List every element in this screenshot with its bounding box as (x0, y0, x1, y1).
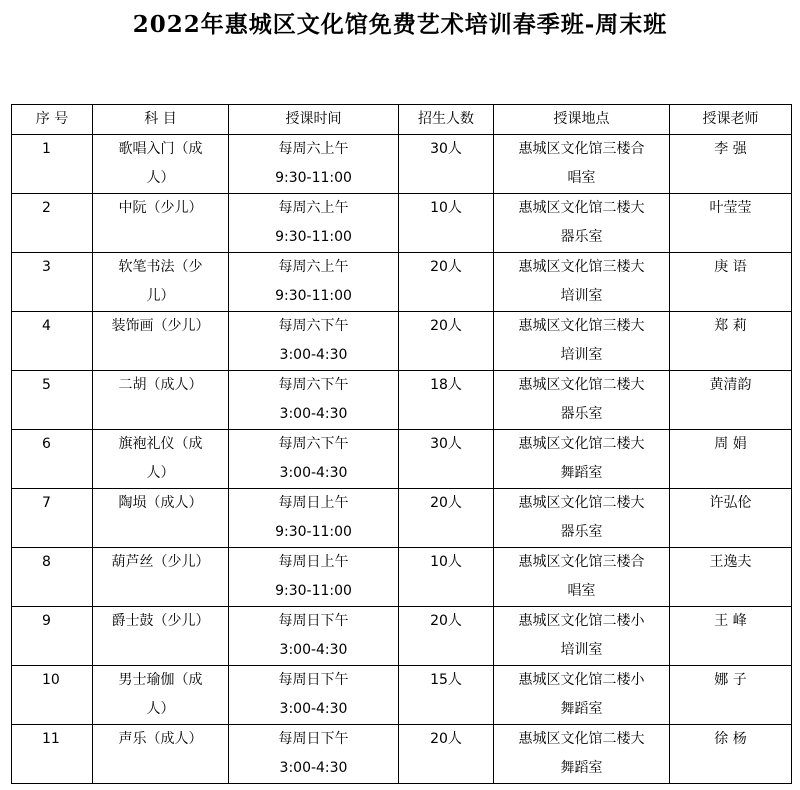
cell-subject (93, 666, 229, 725)
cell-time (229, 430, 399, 489)
column-header-no: 序 号 (12, 105, 93, 135)
cell-place-line: 培训室 (560, 642, 603, 658)
cell-no: 7 (12, 489, 93, 548)
cell-time-line: 每周六下午 (278, 318, 349, 334)
cell-place (494, 607, 670, 666)
cell-time-line: 每周日上午 (278, 554, 349, 570)
column-header-subject: 科 目 (93, 105, 229, 135)
cell-teacher: 叶莹莹 (670, 194, 792, 253)
cell-time-line: 9:30-11:00 (275, 524, 352, 540)
cell-no: 8 (12, 548, 93, 607)
table-row (12, 489, 792, 548)
cell-subject (93, 548, 229, 607)
table-row (12, 312, 792, 371)
table-row (12, 371, 792, 430)
cell-subject (93, 135, 229, 194)
cell-place-line: 舞蹈室 (560, 760, 603, 776)
cell-place-line: 惠城区文化馆二楼大 (518, 495, 645, 511)
table-header-row (12, 105, 792, 135)
cell-no: 9 (12, 607, 93, 666)
cell-subject-line: 歌唱入门（成 (118, 141, 203, 157)
cell-place-line: 惠城区文化馆三楼合 (518, 554, 645, 570)
cell-place (494, 135, 670, 194)
cell-place (494, 430, 670, 489)
cell-count: 30人 (399, 430, 494, 489)
cell-subject (93, 725, 229, 784)
cell-teacher: 黄清韵 (670, 371, 792, 430)
cell-teacher: 娜 子 (670, 666, 792, 725)
cell-no: 11 (12, 725, 93, 784)
cell-time (229, 253, 399, 312)
cell-time-line: 3:00-4:30 (279, 465, 348, 481)
cell-place-line: 器乐室 (560, 229, 603, 245)
cell-teacher: 王 峰 (670, 607, 792, 666)
cell-time-line: 9:30-11:00 (275, 583, 352, 599)
cell-subject-line: 二胡（成人） (118, 377, 203, 393)
cell-place-line: 惠城区文化馆三楼大 (518, 259, 645, 275)
cell-time-line: 9:30-11:00 (275, 229, 352, 245)
cell-subject-line: 人） (146, 701, 175, 717)
cell-place (494, 489, 670, 548)
cell-subject (93, 607, 229, 666)
table-row (12, 194, 792, 253)
cell-place-line: 舞蹈室 (560, 701, 603, 717)
cell-subject-line: 爵士鼓（少儿） (111, 613, 210, 629)
table-row (12, 135, 792, 194)
cell-subject (93, 312, 229, 371)
cell-time (229, 371, 399, 430)
cell-time (229, 135, 399, 194)
cell-place (494, 371, 670, 430)
cell-teacher: 徐 杨 (670, 725, 792, 784)
cell-count: 20人 (399, 725, 494, 784)
cell-place-line: 惠城区文化馆二楼小 (518, 613, 645, 629)
cell-time (229, 666, 399, 725)
cell-count: 20人 (399, 312, 494, 371)
cell-time-line: 每周日下午 (278, 672, 349, 688)
cell-place-line: 惠城区文化馆二楼大 (518, 436, 645, 452)
cell-teacher: 许弘伦 (670, 489, 792, 548)
cell-teacher: 李 强 (670, 135, 792, 194)
cell-place-line: 器乐室 (560, 406, 603, 422)
cell-place-line: 惠城区文化馆二楼小 (518, 672, 645, 688)
cell-subject-line: 男士瑜伽（成 (118, 672, 203, 688)
cell-place (494, 253, 670, 312)
cell-count: 20人 (399, 607, 494, 666)
cell-place-line: 培训室 (560, 347, 603, 363)
column-header-place: 授课地点 (494, 105, 670, 135)
cell-subject (93, 489, 229, 548)
cell-no: 5 (12, 371, 93, 430)
cell-time-line: 9:30-11:00 (275, 288, 352, 304)
cell-no: 2 (12, 194, 93, 253)
cell-place-line: 唱室 (567, 170, 596, 186)
cell-place-line: 器乐室 (560, 524, 603, 540)
cell-teacher: 庚 语 (670, 253, 792, 312)
cell-count: 20人 (399, 489, 494, 548)
page-title: 2022年惠城区文化馆免费艺术培训春季班-周末班 (132, 11, 668, 38)
cell-time (229, 725, 399, 784)
cell-time-line: 每周六下午 (278, 377, 349, 393)
cell-subject-line: 人） (146, 465, 175, 481)
table-row (12, 666, 792, 725)
cell-time-line: 每周日下午 (278, 613, 349, 629)
cell-no: 1 (12, 135, 93, 194)
cell-time (229, 489, 399, 548)
column-header-teacher: 授课老师 (670, 105, 792, 135)
cell-place-line: 唱室 (567, 583, 596, 599)
cell-subject-line: 葫芦丝（少儿） (111, 554, 210, 570)
cell-place (494, 312, 670, 371)
cell-time-line: 每周六上午 (278, 259, 349, 275)
cell-time (229, 312, 399, 371)
cell-place-line: 惠城区文化馆三楼大 (518, 318, 645, 334)
cell-no: 4 (12, 312, 93, 371)
cell-subject-line: 陶埙（成人） (118, 495, 203, 511)
cell-count: 20人 (399, 253, 494, 312)
cell-place-line: 惠城区文化馆三楼合 (518, 141, 645, 157)
cell-place-line: 舞蹈室 (560, 465, 603, 481)
table-row (12, 725, 792, 784)
cell-time-line: 每周六上午 (278, 200, 349, 216)
cell-time-line: 3:00-4:30 (279, 347, 348, 363)
cell-place-line: 培训室 (560, 288, 603, 304)
cell-no: 3 (12, 253, 93, 312)
table-row (12, 430, 792, 489)
cell-count: 18人 (399, 371, 494, 430)
cell-subject-line: 声乐（成人） (118, 731, 203, 747)
column-header-time: 授课时间 (229, 105, 399, 135)
cell-time-line: 3:00-4:30 (279, 642, 348, 658)
cell-teacher: 周 娟 (670, 430, 792, 489)
cell-subject-line: 中阮（少儿） (118, 200, 203, 216)
cell-subject-line: 人） (146, 170, 175, 186)
cell-no: 6 (12, 430, 93, 489)
cell-subject (93, 430, 229, 489)
cell-no: 10 (12, 666, 93, 725)
cell-subject (93, 194, 229, 253)
cell-place-line: 惠城区文化馆二楼大 (518, 377, 645, 393)
cell-place-line: 惠城区文化馆二楼大 (518, 200, 645, 216)
cell-subject-line: 软笔书法（少 (118, 259, 203, 275)
cell-time-line: 9:30-11:00 (275, 170, 352, 186)
cell-time-line: 每周六上午 (278, 141, 349, 157)
cell-time-line: 每周六下午 (278, 436, 349, 452)
column-header-count: 招生人数 (399, 105, 494, 135)
course-table (11, 104, 792, 784)
cell-time (229, 194, 399, 253)
cell-subject (93, 371, 229, 430)
cell-subject-line: 旗袍礼仪（成 (118, 436, 203, 452)
cell-time-line: 3:00-4:30 (279, 406, 348, 422)
cell-teacher: 王逸夫 (670, 548, 792, 607)
cell-time-line: 3:00-4:30 (279, 760, 348, 776)
cell-time-line: 3:00-4:30 (279, 701, 348, 717)
cell-place (494, 548, 670, 607)
cell-subject (93, 253, 229, 312)
cell-place (494, 194, 670, 253)
cell-count: 15人 (399, 666, 494, 725)
cell-count: 10人 (399, 194, 494, 253)
table-row (12, 548, 792, 607)
cell-time (229, 548, 399, 607)
cell-subject-line: 儿） (146, 288, 175, 304)
cell-subject-line: 装饰画（少儿） (111, 318, 210, 334)
cell-time-line: 每周日上午 (278, 495, 349, 511)
table-body (12, 135, 792, 784)
table-row (12, 607, 792, 666)
table-row (12, 253, 792, 312)
cell-count: 30人 (399, 135, 494, 194)
cell-time-line: 每周日下午 (278, 731, 349, 747)
cell-place (494, 725, 670, 784)
cell-place (494, 666, 670, 725)
cell-count: 10人 (399, 548, 494, 607)
cell-teacher: 郑 莉 (670, 312, 792, 371)
cell-time (229, 607, 399, 666)
cell-place-line: 惠城区文化馆二楼大 (518, 731, 645, 747)
